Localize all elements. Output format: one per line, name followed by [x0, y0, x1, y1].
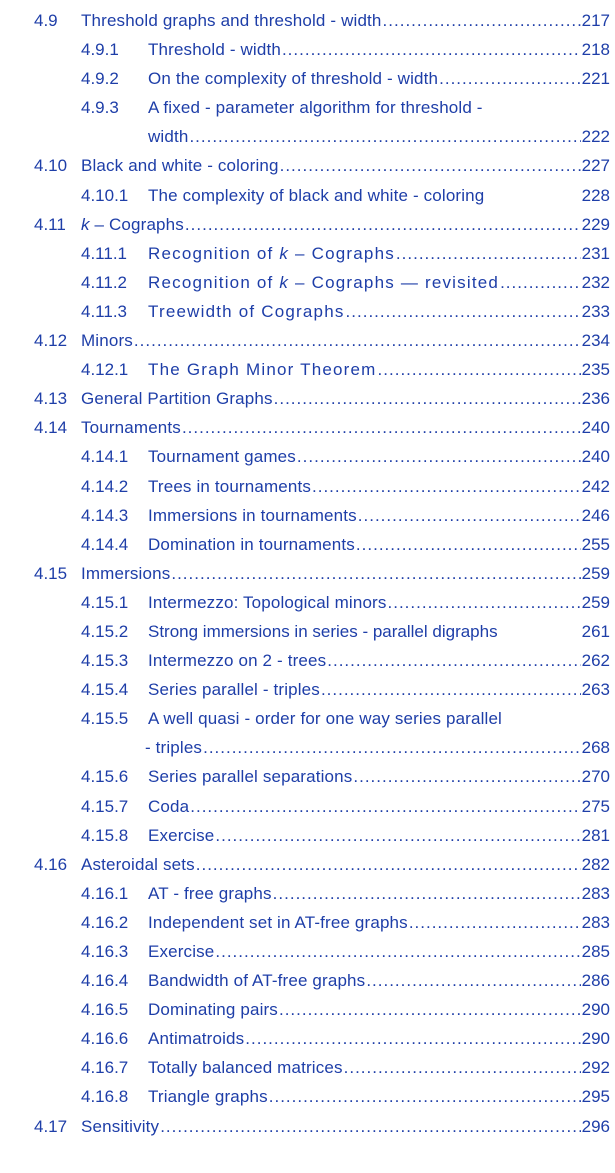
section-title: Sensitivity — [81, 1116, 160, 1136]
section-title: Tournaments — [81, 418, 181, 438]
leader-dots — [282, 35, 581, 64]
section-number: 4.13 — [34, 389, 68, 409]
section-title — [81, 210, 184, 239]
section-title: Series parallel - triples — [148, 680, 320, 700]
page-number: 221 — [581, 69, 610, 89]
page-number: 275 — [581, 796, 610, 816]
toc-entry-4-15-4[interactable] — [0, 675, 615, 704]
toc-entry-4-16-3[interactable] — [0, 937, 615, 966]
toc-entry-4-15-8[interactable] — [0, 821, 615, 850]
toc-entry-4-17[interactable] — [0, 1112, 615, 1141]
leader-dots — [366, 966, 580, 995]
page-number: 261 — [581, 621, 610, 641]
section-number: 4.9.3 — [81, 98, 119, 118]
page-number: 235 — [581, 360, 610, 380]
toc-entry-4-10[interactable] — [0, 151, 615, 180]
section-number: 4.16.6 — [81, 1029, 129, 1049]
leader-dots — [215, 937, 580, 966]
section-title: Totally balanced matrices — [148, 1058, 343, 1078]
page-number: 236 — [581, 389, 610, 409]
section-number: 4.16 — [34, 854, 68, 874]
section-number: 4.12.1 — [81, 360, 129, 380]
page-number: 290 — [581, 1029, 610, 1049]
section-title — [148, 239, 395, 268]
toc-entry-4-14[interactable] — [0, 413, 615, 442]
toc-entry-4-16[interactable] — [0, 850, 615, 879]
leader-dots — [171, 559, 580, 588]
leader-dots — [312, 472, 581, 501]
section-title: Intermezzo on 2 - trees — [148, 651, 327, 671]
section-number: 4.9 — [34, 11, 58, 30]
section-title-start: Recognition of — [148, 272, 280, 292]
section-number: 4.14.2 — [81, 476, 129, 496]
leader-dots — [182, 413, 581, 442]
section-number: 4.14.1 — [81, 447, 129, 467]
page-number: 227 — [581, 156, 610, 176]
section-number: 4.16.2 — [81, 912, 129, 932]
section-title-rest: – Cographs — revisited — [289, 272, 500, 292]
toc-entry-4-15-6[interactable] — [0, 762, 615, 791]
leader-dots — [356, 530, 581, 559]
section-title: width — [148, 127, 189, 147]
section-title: Coda — [148, 796, 190, 816]
toc-entry-4-16-8[interactable] — [0, 1082, 615, 1111]
page-number: 240 — [581, 447, 610, 467]
toc-entry-4-9-1[interactable] — [0, 35, 615, 64]
section-title-rest: – Cographs — [289, 243, 395, 263]
toc-entry-4-11-3[interactable] — [0, 297, 615, 326]
section-number: 4.15.8 — [81, 825, 129, 845]
section-title: Independent set in AT-free graphs — [148, 912, 408, 932]
math-k: k — [279, 272, 290, 292]
section-title: Immersions in tournaments — [148, 505, 357, 525]
leader-dots — [134, 326, 581, 355]
section-title: Exercise — [148, 825, 215, 845]
leader-dots — [245, 1024, 580, 1053]
leader-dots — [500, 268, 581, 297]
toc-entry-4-16-5[interactable] — [0, 995, 615, 1024]
leader-dots — [383, 6, 581, 35]
page-number: 281 — [581, 825, 610, 845]
section-number: 4.15.3 — [81, 651, 129, 671]
toc-entry-4-16-6[interactable] — [0, 1024, 615, 1053]
section-title: Domination in tournaments — [148, 534, 355, 554]
section-title: The complexity of black and white - coloring — [148, 185, 485, 205]
leader-dots — [396, 239, 581, 268]
leader-dots — [378, 355, 581, 384]
toc-entry-4-15[interactable] — [0, 559, 615, 588]
toc-entry-4-15-5[interactable] — [0, 704, 615, 762]
section-title-start: Recognition of — [148, 243, 280, 263]
leader-dots — [344, 1053, 581, 1082]
leader-dots — [439, 64, 581, 93]
leader-dots — [321, 675, 581, 704]
section-title: Threshold graphs and threshold - width — [81, 11, 382, 30]
leader-dots — [160, 1112, 580, 1141]
table-of-contents — [0, 6, 615, 1141]
section-number: 4.17 — [34, 1116, 68, 1136]
section-number: 4.16.3 — [81, 942, 129, 961]
section-title: Series parallel separations — [148, 767, 353, 787]
section-title: Trees in tournaments — [148, 476, 311, 496]
leader-dots — [215, 821, 580, 850]
section-number: 4.11.1 — [81, 243, 128, 263]
toc-entry-4-13[interactable] — [0, 384, 615, 413]
toc-entry-4-11-2[interactable] — [0, 268, 615, 297]
section-number: 4.15.5 — [81, 709, 129, 729]
section-number: 4.14 — [34, 418, 68, 438]
section-title: Strong immersions in series - parallel digraphs — [148, 621, 498, 641]
toc-entry-4-15-1[interactable] — [0, 588, 615, 617]
page-number: 290 — [581, 1000, 610, 1020]
page-number: 234 — [581, 331, 610, 351]
section-number: 4.16.4 — [81, 971, 129, 991]
section-number: 4.10 — [34, 156, 68, 176]
page-number: 283 — [581, 883, 610, 903]
section-number: 4.14.3 — [81, 505, 129, 525]
toc-entry-4-14-3[interactable] — [0, 501, 615, 530]
section-title: Bandwidth of AT-free graphs — [148, 971, 366, 991]
page-number: 232 — [581, 272, 610, 292]
section-title: Black and white - coloring — [81, 156, 279, 176]
section-number: 4.16.1 — [81, 883, 129, 903]
section-title: Intermezzo: Topological minors — [148, 592, 387, 612]
section-number: 4.10.1 — [81, 185, 129, 205]
section-title-rest: – Cographs — [89, 214, 184, 234]
section-title: The Graph Minor Theorem — [148, 360, 377, 380]
page-number: 282 — [581, 854, 610, 874]
page-number: 268 — [581, 738, 610, 758]
section-number: 4.9.2 — [81, 69, 119, 89]
page-number: 296 — [581, 1116, 610, 1136]
section-number: 4.12 — [34, 331, 68, 351]
leader-dots — [388, 588, 581, 617]
leader-dots — [279, 995, 581, 1024]
toc-entry-4-14-4[interactable] — [0, 530, 615, 559]
page-number: 222 — [581, 127, 610, 147]
page-number: 292 — [581, 1058, 610, 1078]
section-title: AT - free graphs — [148, 883, 272, 903]
section-title: Dominating pairs — [148, 1000, 278, 1020]
toc-entry-4-9-2[interactable] — [0, 64, 615, 93]
toc-entry-4-11-1[interactable] — [0, 239, 615, 268]
toc-entry-4-9[interactable] — [0, 6, 615, 35]
section-title: Antimatroids — [148, 1029, 245, 1049]
page-number: 295 — [581, 1087, 610, 1107]
toc-entry-4-10-1[interactable] — [0, 181, 615, 210]
section-title: On the complexity of threshold - width — [148, 69, 439, 89]
section-number: 4.15.6 — [81, 767, 129, 787]
page-number: 240 — [581, 418, 610, 438]
leader-dots — [358, 501, 581, 530]
section-number: 4.15.2 — [81, 621, 129, 641]
leader-dots — [196, 850, 581, 879]
toc-entry-4-16-7[interactable] — [0, 1053, 615, 1082]
toc-entry-4-16-2[interactable] — [0, 908, 615, 937]
section-title — [148, 268, 499, 297]
math-k: k — [279, 243, 290, 263]
page-number: 218 — [581, 40, 610, 60]
toc-entry-4-14-2[interactable] — [0, 472, 615, 501]
leader-dots — [273, 879, 581, 908]
section-number: 4.15 — [34, 563, 68, 583]
section-number: 4.11.2 — [81, 272, 128, 292]
page-number: 246 — [581, 505, 610, 525]
page-number: 270 — [581, 767, 610, 787]
leader-dots — [297, 442, 581, 471]
toc-entry-4-11[interactable] — [0, 210, 615, 239]
page-number: 259 — [581, 563, 610, 583]
leader-dots — [269, 1082, 581, 1111]
page-number: 263 — [581, 680, 610, 700]
page-number: 259 — [581, 592, 610, 612]
toc-entry-4-12[interactable] — [0, 326, 615, 355]
leader-dots — [274, 384, 581, 413]
toc-entry-4-12-1[interactable] — [0, 355, 615, 384]
section-title-line1: A fixed - parameter algorithm for threshold - — [148, 98, 483, 118]
section-number: 4.16.8 — [81, 1087, 129, 1107]
leader-dots — [346, 297, 581, 326]
section-title-line1: A well quasi - order for one way series parallel — [148, 709, 502, 729]
toc-entry-4-15-3[interactable] — [0, 646, 615, 675]
page-number: 231 — [581, 243, 610, 263]
section-number: 4.15.7 — [81, 796, 129, 816]
section-title: Treewidth of Cographs — [148, 301, 345, 321]
page-number: 233 — [581, 301, 610, 321]
leader-dots — [203, 733, 581, 762]
leader-dots — [327, 646, 580, 675]
leader-dots — [185, 210, 581, 239]
section-number: 4.11.3 — [81, 301, 128, 321]
leader-dots — [280, 151, 581, 180]
section-title: Asteroidal sets — [81, 854, 195, 874]
toc-entry-4-15-2[interactable] — [0, 617, 615, 646]
page-number: 262 — [581, 651, 610, 671]
section-number: 4.16.7 — [81, 1058, 129, 1078]
page-number: 217 — [581, 11, 610, 30]
page-number: 255 — [581, 534, 610, 554]
toc-entry-4-15-7[interactable] — [0, 792, 615, 821]
page-number: 286 — [581, 971, 610, 991]
section-title: Immersions — [81, 563, 171, 583]
section-title: General Partition Graphs — [81, 389, 273, 409]
leader-dots — [190, 792, 580, 821]
section-number: 4.14.4 — [81, 534, 129, 554]
section-title: - triples — [145, 738, 203, 758]
section-title: Tournament games — [148, 447, 296, 467]
leader-dots — [189, 122, 580, 151]
math-k: k — [81, 214, 90, 234]
section-title: Threshold - width — [148, 40, 281, 60]
leader-dots — [353, 762, 580, 791]
page-number: 228 — [581, 185, 610, 205]
toc-entry-4-9-3[interactable] — [0, 93, 615, 151]
section-title: Exercise — [148, 942, 215, 961]
section-number: 4.9.1 — [81, 40, 119, 60]
section-number: 4.11 — [34, 214, 66, 234]
section-number: 4.15.1 — [81, 592, 129, 612]
section-title: Minors — [81, 331, 133, 351]
leader-dots — [409, 908, 581, 937]
toc-entry-4-14-1[interactable] — [0, 442, 615, 471]
section-number: 4.15.4 — [81, 680, 129, 700]
toc-entry-4-16-4[interactable] — [0, 966, 615, 995]
page-number: 285 — [581, 942, 610, 961]
page-number: 242 — [581, 476, 610, 496]
page-number: 229 — [581, 214, 610, 234]
page-number: 283 — [581, 912, 610, 932]
toc-entry-4-16-1[interactable] — [0, 879, 615, 908]
section-number: 4.16.5 — [81, 1000, 129, 1020]
section-title: Triangle graphs — [148, 1087, 268, 1107]
